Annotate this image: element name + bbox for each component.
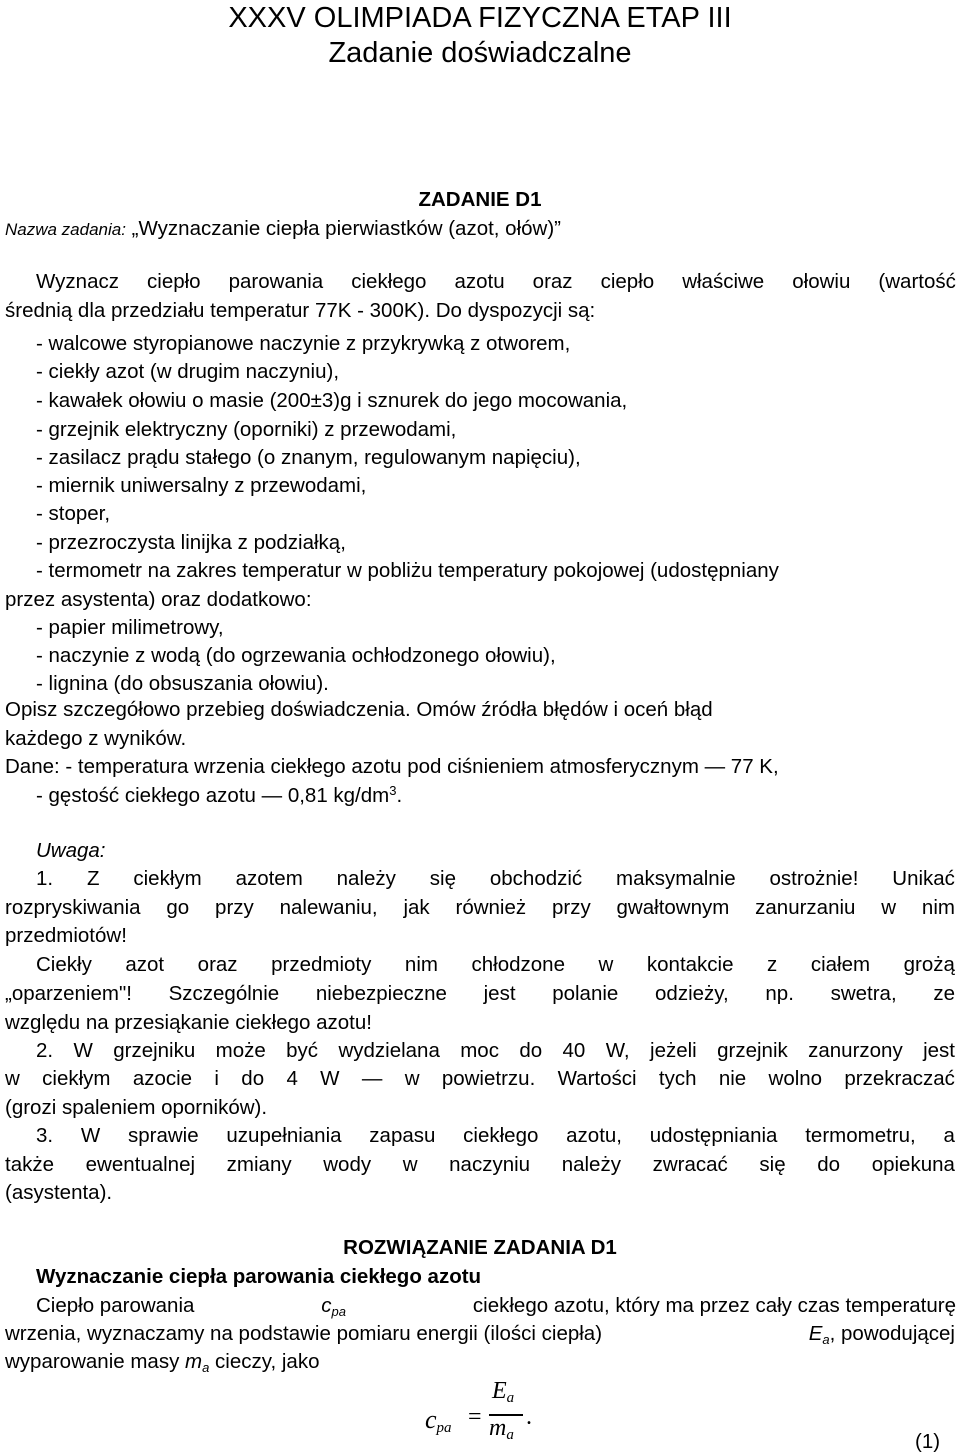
note-line: rozpryskiwania go przy nalewaniu, jak również przy gwałtownym zanurzaniu w nim xyxy=(5,896,955,919)
given-density: - gęstość ciekłego azotu — 0,81 kg/dm xyxy=(36,784,390,807)
note-line: (grozi spaleniem oporników). xyxy=(5,1096,268,1119)
equipment-item: przez asystenta) oraz dodatkowo: xyxy=(5,588,312,611)
intro-line-1: Wyznacz ciepło parowania ciekłego azotu oraz ciepło właściwe ołowiu (wartość xyxy=(36,270,956,293)
equipment-item: - kawałek ołowiu o masie (200±3)g i sznurek do jego mocowania, xyxy=(36,389,628,412)
note-line: przedmiotów! xyxy=(5,924,127,947)
equipment-item: - lignina (do obsuszania ołowiu). xyxy=(36,672,329,695)
equipment-item: - termometr na zakres temperatur w pobliżu temperatury pokojowej (udostępniany xyxy=(36,559,779,582)
note-line: 1. Z ciekłym azotem należy się obchodzić maksymalnie ostrożnie! Unikać xyxy=(36,867,955,890)
notes-heading: Uwaga: xyxy=(36,839,106,862)
solution-line-3: wyparowanie masy $m_a$ cieczy, jako xyxy=(5,1350,320,1375)
note-line: także ewentualnej zmiany wody w naczyniu należy zwracać się do opiekuna xyxy=(5,1153,955,1176)
equipment-item: - stoper, xyxy=(36,502,111,525)
solution-line-1 xyxy=(36,1292,956,1320)
sol-l1-a: Ciepło parowania xyxy=(36,1294,195,1317)
task-name-label: Nazwa zadania: xyxy=(5,220,126,239)
intro-line-2: średnią dla przedziału temperatur 77K - 300K). Do dyspozycji są: xyxy=(5,299,596,322)
note-line: „oparzeniem"! Szczególnie niebezpieczne jest polanie odzieży, np. swetra, ze xyxy=(5,982,955,1005)
note-line: Ciekły azot oraz przedmioty nim chłodzone w kontakcie z ciałem grożą xyxy=(36,953,955,976)
solution-subheading: Wyznaczanie ciepła parowania ciekłego azotu xyxy=(36,1265,482,1288)
describe-line-2: każdego z wyników. xyxy=(5,727,187,750)
note-line: względu na przesiąkanie ciekłego azotu! xyxy=(5,1011,372,1034)
solution-heading: ROZWIĄZANIE ZADANIA D1 xyxy=(343,1236,617,1259)
formula-numerator: $E_a$ xyxy=(492,1378,515,1406)
task-name-value: „Wyznaczanie ciepła pierwiastków (azot, ołów)” xyxy=(131,217,562,240)
equipment-item: - walcowe styropianowe naczynie z przykrywką z otworem, xyxy=(36,332,571,355)
formula-lhs: $c_{pa}$ xyxy=(425,1405,452,1436)
sol-l2-a: wrzenia, wyznaczamy na podstawie pomiaru energii (ilości ciepła) xyxy=(5,1322,603,1345)
formula-period: . xyxy=(526,1404,532,1430)
formula-equals: = xyxy=(468,1404,482,1430)
solution-line-2 xyxy=(5,1320,955,1348)
equipment-item: - naczynie z wodą (do ogrzewania ochłodzonego ołowiu), xyxy=(36,644,556,667)
given-exponent: 3 xyxy=(389,783,397,798)
sol-l1-sym: $c_{pa}$ xyxy=(321,1294,347,1319)
task-heading: ZADANIE D1 xyxy=(418,188,542,211)
equipment-item: - przezroczysta linijka z podziałką, xyxy=(36,531,346,554)
note-line: 3. W sprawie uzupełniania zapasu ciekłego azotu, udostępniania termometru, a xyxy=(36,1124,955,1147)
sol-l1-b: ciekłego azotu, który ma przez cały czas temperaturę xyxy=(472,1294,956,1317)
given-period: . xyxy=(396,784,403,807)
equipment-item: - grzejnik elektryczny (oporniki) z przewodami, xyxy=(36,418,457,441)
sol-l2-b: $E_a$, powodującej xyxy=(808,1322,955,1347)
equipment-item: - zasilacz prądu stałego (o znanym, regulowanym napięciu), xyxy=(36,446,581,469)
page-subtitle: Zadanie doświadczalne xyxy=(328,37,632,69)
given-line-2 xyxy=(36,782,402,810)
describe-line-1: Opisz szczegółowo przebieg doświadczenia. Omów źródła błędów i oceń błąd xyxy=(5,698,713,721)
equipment-item: - ciekły azot (w drugim naczyniu), xyxy=(36,360,340,383)
given-line-1: Dane: - temperatura wrzenia ciekłego azotu pod ciśnieniem atmosferycznym — 77 K, xyxy=(5,755,779,778)
note-line: (asystenta). xyxy=(5,1181,113,1204)
note-line: w ciekłym azocie i do 4 W — w powietrzu. Wartości tych nie wolno przekraczać xyxy=(5,1067,955,1090)
formula-denominator: $m_a$ xyxy=(489,1415,514,1443)
equipment-item: - miernik uniwersalny z przewodami, xyxy=(36,474,367,497)
note-line: 2. W grzejniku może być wydzielana moc do 40 W, jeżeli grzejnik zanurzony jest xyxy=(36,1039,955,1062)
equation-number: (1) xyxy=(915,1430,941,1453)
equipment-item: - papier milimetrowy, xyxy=(36,616,224,639)
task-name xyxy=(5,215,561,244)
page-title: XXXV OLIMPIADA FIZYCZNA ETAP III xyxy=(228,2,732,34)
